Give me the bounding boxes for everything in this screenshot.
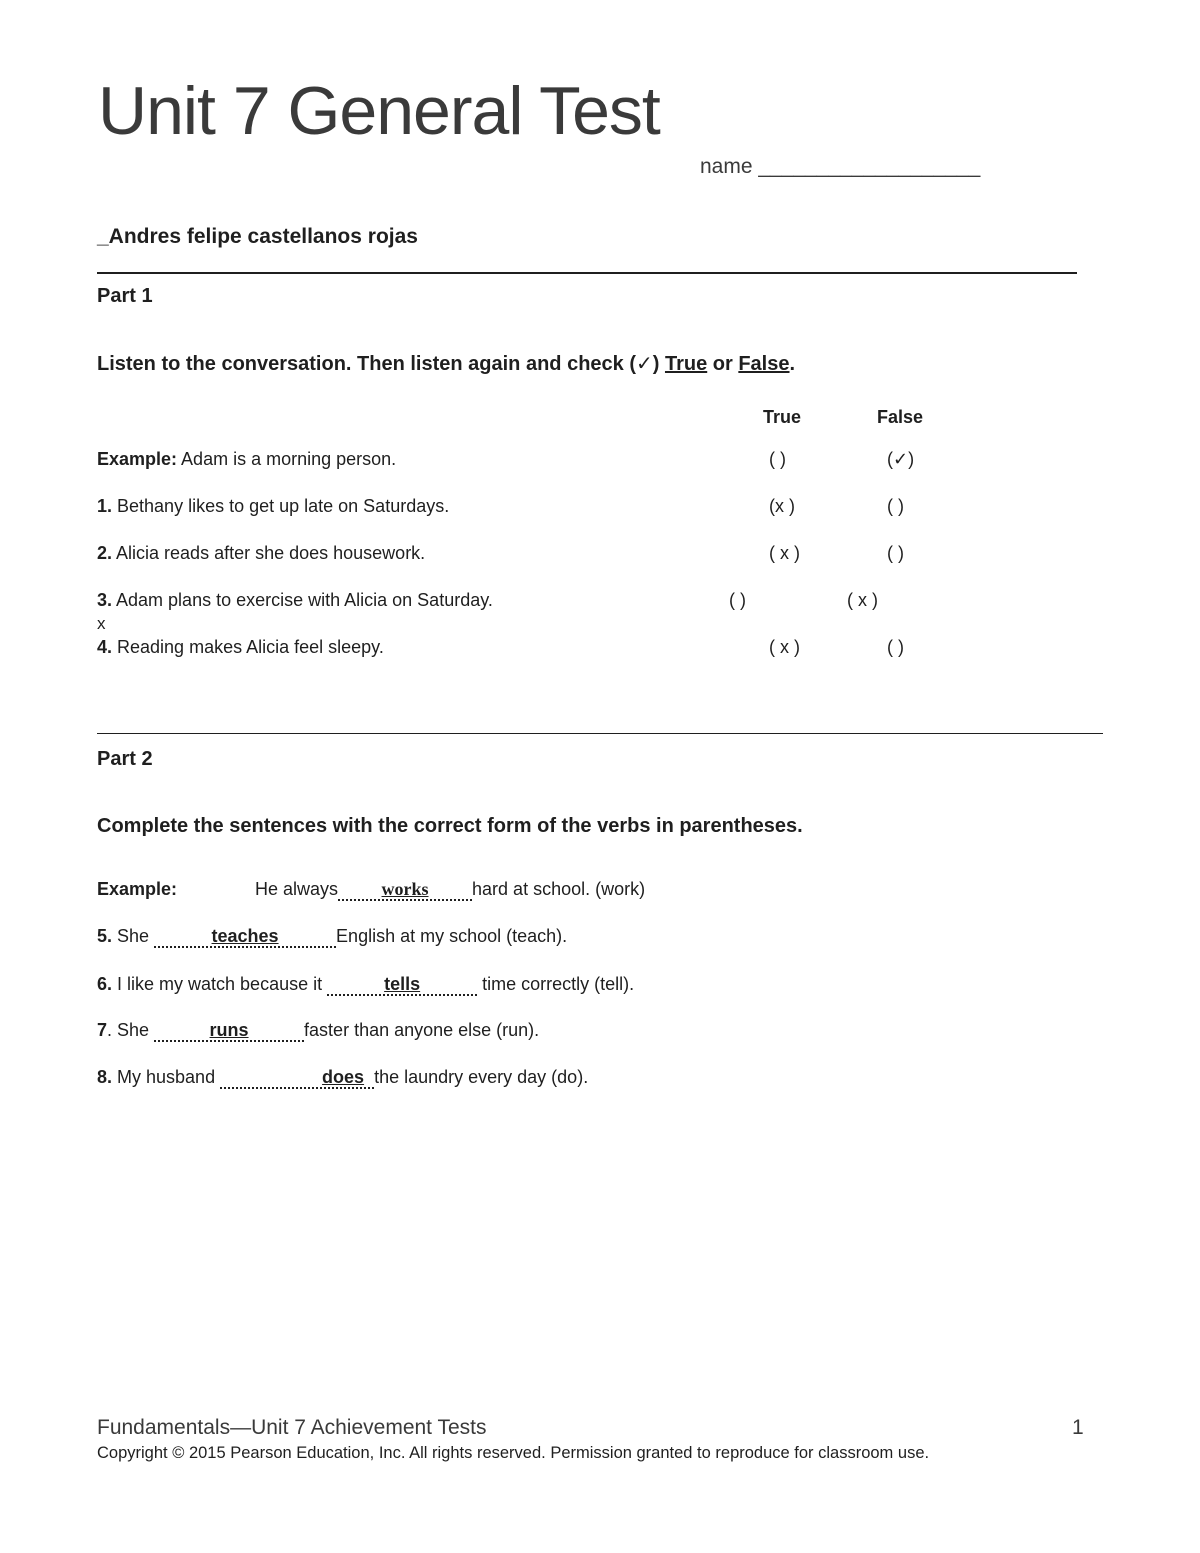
part2-item-7: 7. She runs faster than anyone else (run). [97,1020,540,1040]
item-4-true-mark: ( x ) [769,637,800,657]
item-4-false-mark: ( ) [887,637,904,657]
part1-example-row: Example: Adam is a morning person. [97,449,397,469]
example-true-mark: ( ) [769,449,786,469]
item-3-true-mark: ( ) [729,590,746,610]
item-7-answer-blank: runs [154,1021,304,1042]
example-false-mark: (✓) [887,449,915,469]
part2-example-row: He always works hard at school. (work) [255,879,646,899]
section-divider [97,733,1103,734]
item-1-true-mark: (x ) [769,496,795,516]
footer-title: Fundamentals—Unit 7 Achievement Tests [97,1416,487,1439]
page-title: Unit 7 General Test [98,73,660,149]
part1-instruction: Listen to the conversation. Then listen again and check (✓) True or False. [97,353,796,375]
item-3-false-mark: ( x ) [847,590,878,610]
part1-item-3: 3. Adam plans to exercise with Alicia on Saturday. [97,590,493,610]
part1-item-1: 1. Bethany likes to get up late on Saturdays. [97,496,450,516]
header-divider [97,272,1077,274]
column-false-header: False [877,407,924,427]
stray-mark: x [97,614,106,633]
item-1-false-mark: ( ) [887,496,904,516]
column-true-header: True [763,407,802,427]
part2-instruction: Complete the sentences with the correct form of the verbs in parentheses. [97,815,803,837]
footer-copyright: Copyright © 2015 Pearson Education, Inc. All rights reserved. Permission granted to reproduce for classroom use. [97,1444,930,1462]
part1-item-4: 4. Reading makes Alicia feel sleepy. [97,637,384,657]
part2-heading: Part 2 [97,748,153,770]
item-6-answer-blank: tells [327,975,477,996]
part2-example-label: Example: [97,879,178,899]
example-answer-blank: works [338,880,472,901]
item-5-answer-blank: teaches [154,927,336,948]
page-number: 1 [1072,1416,1084,1439]
part2-item-5: 5. She teaches English at my school (teach). [97,926,568,946]
item-2-false-mark: ( ) [887,543,904,563]
part2-item-6: 6. I like my watch because it tells time correctly (tell). [97,974,635,994]
part2-item-8: 8. My husband does the laundry every day (do). [97,1067,589,1087]
student-name: _Andres felipe castellanos rojas [97,225,418,248]
part1-heading: Part 1 [97,285,153,307]
item-2-true-mark: ( x ) [769,543,800,563]
name-label: name ___________________ [700,155,981,178]
item-8-answer-blank: does [220,1068,374,1089]
part1-item-2: 2. Alicia reads after she does housework. [97,543,426,563]
